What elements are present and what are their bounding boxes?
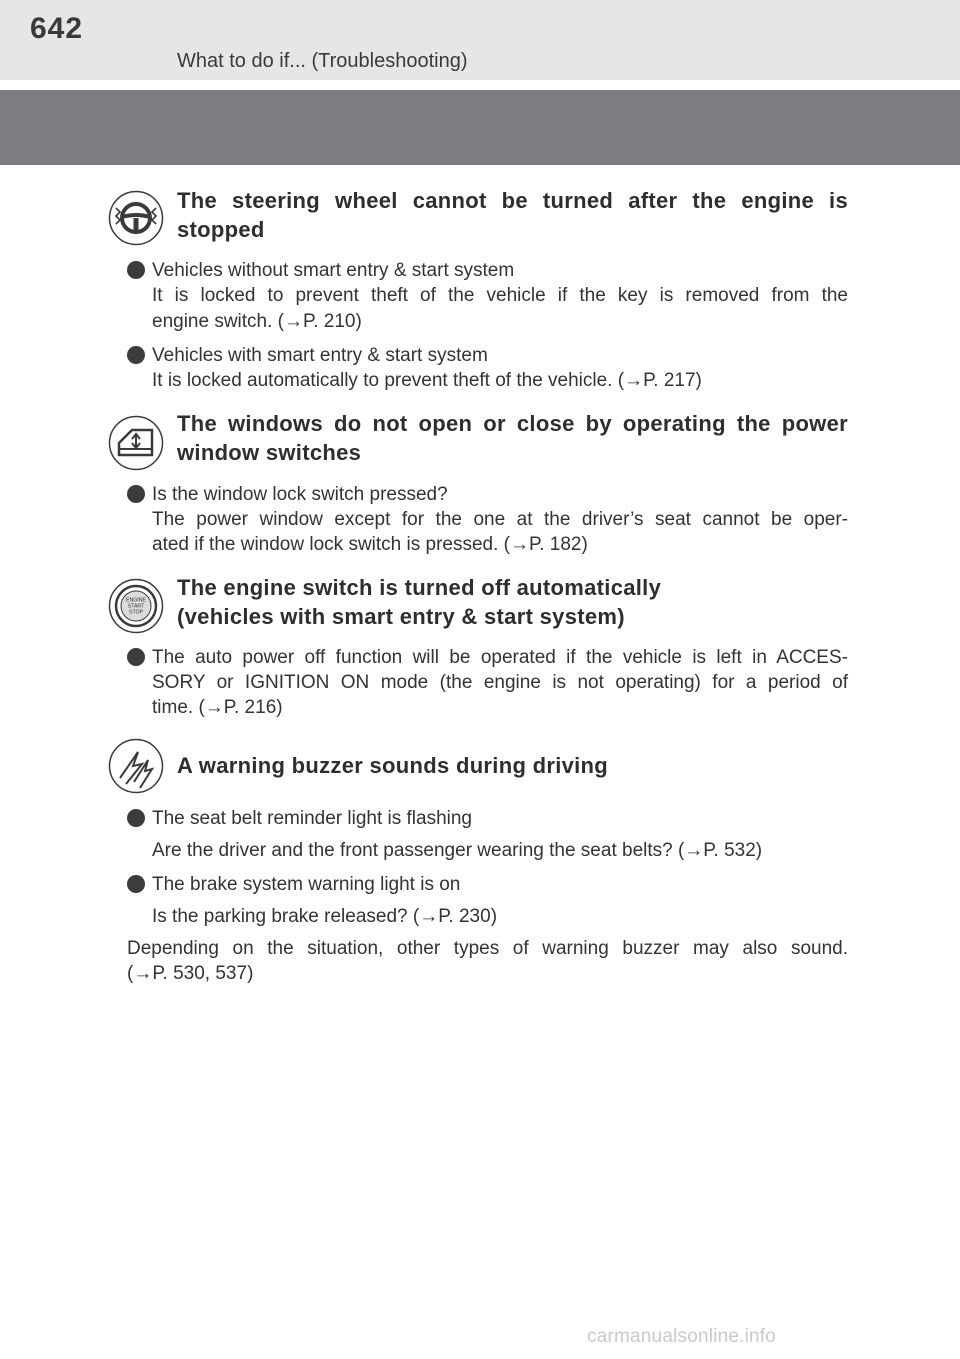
note-text: Depending on the situation, other types of warning buzzer may also sound. (127, 938, 848, 959)
bullet-dot (127, 346, 145, 364)
svg-text:ENGINE: ENGINE (126, 597, 146, 604)
bullet-title: The seat belt reminder light is flashing (152, 808, 472, 829)
bullet-dot (127, 809, 145, 827)
page-header (0, 0, 960, 80)
header-band (0, 90, 960, 165)
svg-text:STOP: STOP (128, 609, 144, 616)
watermark: carmanualsonline.info (587, 1326, 777, 1347)
bullet-text: ated if the window lock switch is pressed. (→P. 182) (152, 534, 588, 555)
bullet-title: The auto power off function will be operated if the vehicle is left in ACCES- (152, 647, 848, 668)
bullet-text: The power window except for the one at the driver’s seat cannot be oper- (152, 509, 848, 530)
warning-buzzer-icon (108, 738, 164, 794)
engine-start-stop-icon (108, 578, 164, 634)
bullet-text: SORY or IGNITION ON mode (the engine is not operating) for a period of (152, 672, 848, 693)
bullet-text: Are the driver and the front passenger wearing the seat belts? (→P. 532) (152, 840, 763, 861)
bullet-dot (127, 261, 145, 279)
bullet-text: It is locked to prevent theft of the vehicle if the key is removed from the (152, 285, 848, 306)
bullet-title: Vehicles with smart entry & start system (152, 345, 488, 366)
section-heading: The engine switch is turned off automatically (vehicles with smart entry & start system) (177, 575, 662, 629)
page-number: 642 (30, 12, 84, 45)
steering-wheel-icon (108, 190, 164, 246)
section-title: What to do if... (Troubleshooting) (177, 50, 468, 72)
power-window-icon (108, 415, 164, 471)
note-text: (→P. 530, 537) (127, 963, 254, 984)
bullet-text: time. (→P. 216) (152, 697, 283, 718)
section-heading: The windows do not open or close by operating the power window switches (177, 411, 848, 465)
section-heading: The steering wheel cannot be turned after the engine is stopped (177, 188, 848, 242)
bullet-dot (127, 648, 145, 666)
bullet-title: Vehicles without smart entry & start system (152, 260, 515, 281)
bullet-dot (127, 875, 145, 893)
bullet-text: Is the parking brake released? (→P. 230) (152, 906, 498, 927)
bullet-dot (127, 485, 145, 503)
bullet-title: The brake system warning light is on (152, 874, 461, 895)
bullet-text: engine switch. (→P. 210) (152, 311, 362, 332)
section-heading: A warning buzzer sounds during driving (177, 753, 609, 778)
bullet-title: Is the window lock switch pressed? (152, 484, 448, 505)
bullet-text: It is locked automatically to prevent theft of the vehicle. (→P. 217) (152, 370, 702, 391)
svg-text:START: START (127, 603, 145, 610)
